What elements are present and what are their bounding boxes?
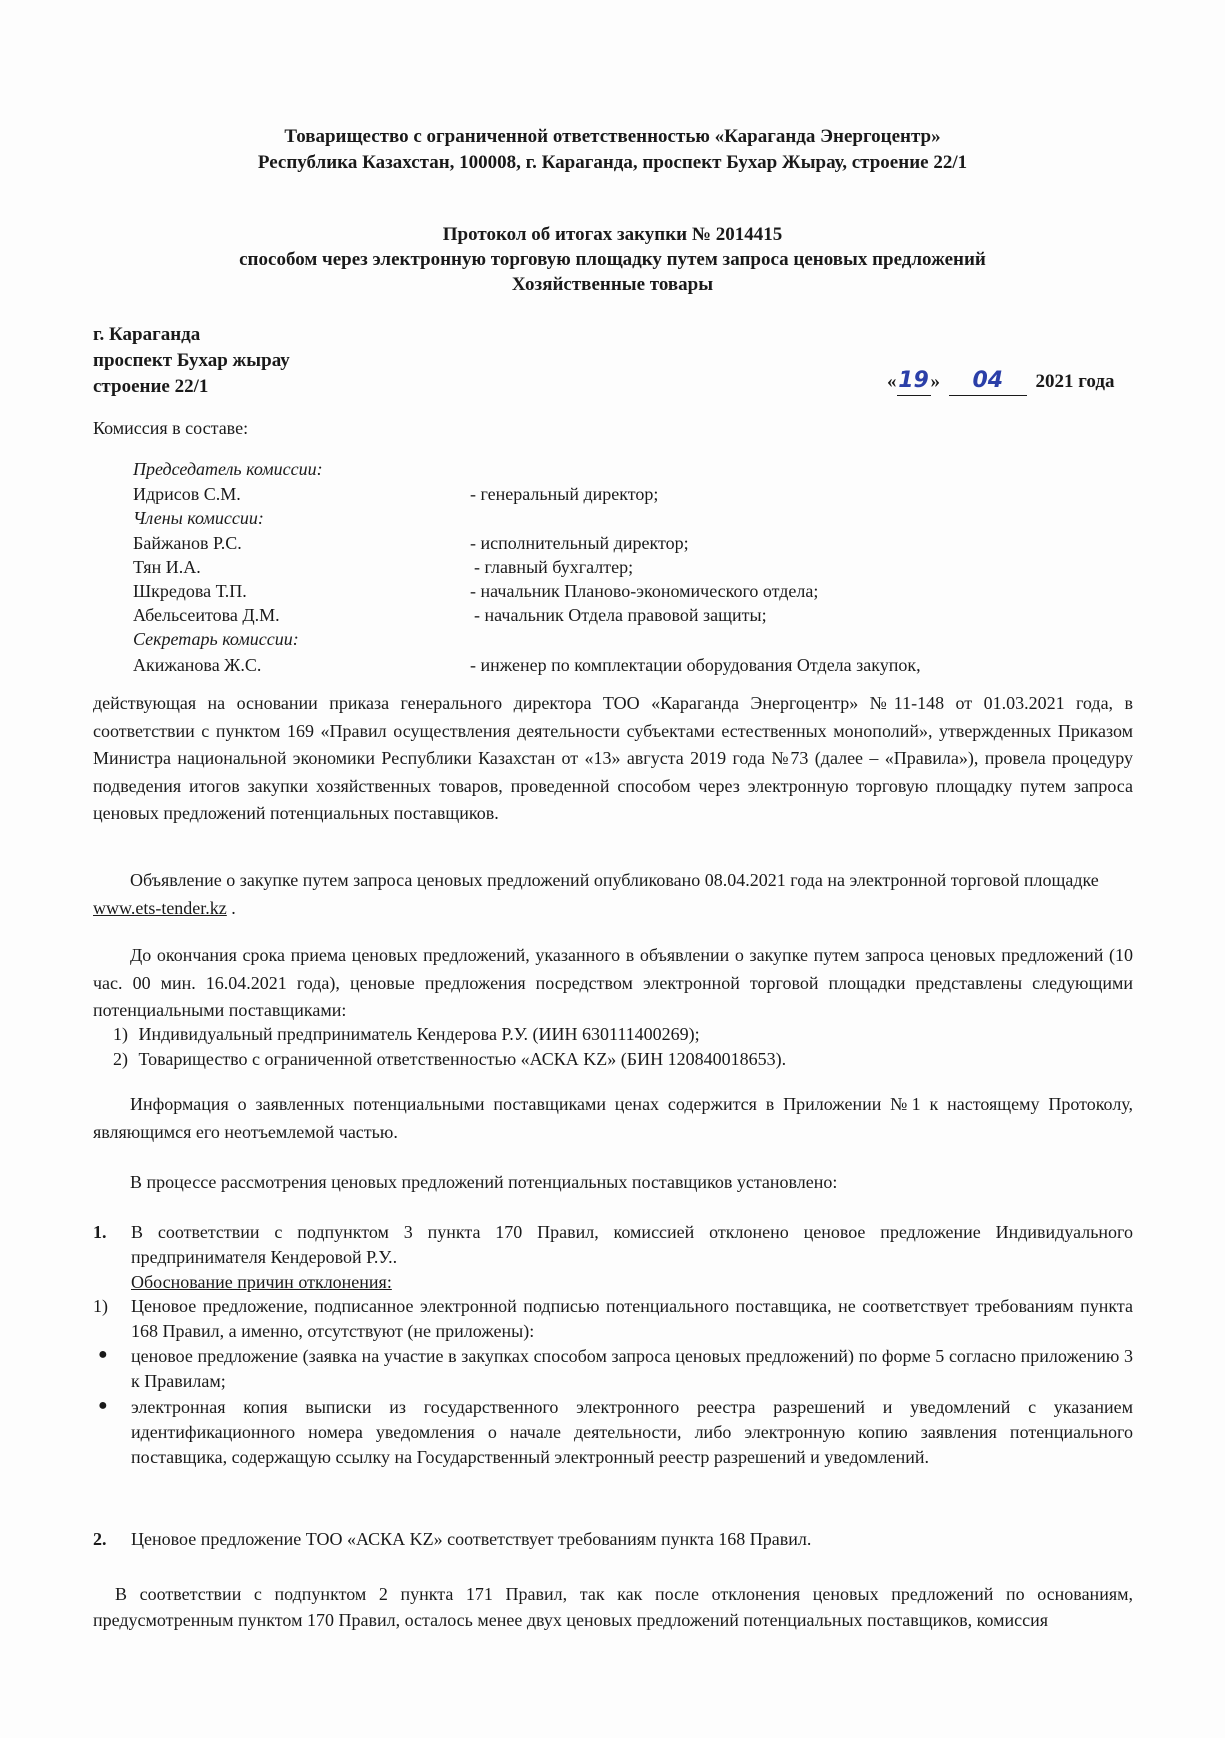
supplier-item: [113, 1047, 786, 1072]
paragraph-conclusion: В соответствии с подпунктом 2 пункта 171 Правил, так как после отклонения ценовых предложений по основаниям, предусмотренным пунктом 170 Правил, осталось менее двух ценовых предложений потенциальных поставщиков, комиссия: [93, 1584, 1133, 1630]
member-name: Акижанова Ж.С.: [133, 655, 262, 675]
member-name: Шкредова Т.П.: [133, 581, 247, 601]
member-name: Абельсеитова Д.М.: [133, 605, 280, 625]
location-street: проспект Бухар жырау: [93, 350, 290, 371]
date-day-handwritten: 19: [898, 368, 929, 393]
commission-row: [133, 603, 767, 627]
commission-row: [133, 482, 659, 506]
member-name: Идрисов С.М.: [133, 484, 241, 504]
supplier-text: Товарищество с ограниченной ответственностью «АСКА KZ» (БИН 120840018653).: [138, 1049, 787, 1069]
members-label: Члены комиссии:: [133, 508, 264, 528]
commission-row: [133, 653, 921, 677]
bullet-item: электронная копия выписки из государственного электронного реестра разрешений и уведомлений с указанием идентификационного номера уведомления о начале деятельности, либо электронную копию заявления потенциального поставщика, содержащую ссылку на Государственный электронный реестр разрешений и уведомлений.: [131, 1397, 1133, 1467]
item-2-number: 2.: [93, 1529, 107, 1549]
item-1-number: 1.: [93, 1222, 107, 1242]
protocol-title: Протокол об итогах закупки № 2014415: [442, 224, 783, 245]
paragraph-submissions: До окончания срока приема ценовых предложений, указанного в объявлении о закупке путем запроса ценовых предложений (10 час. 00 мин. 16.04.2021 года), ценовые предложения посредством электронной торговой площадки представлены следующими потенциальными поставщиками:: [93, 945, 1133, 1020]
supplier-number: 1): [113, 1024, 128, 1044]
location-city: г. Караганда: [93, 324, 201, 345]
protocol-date: [887, 368, 1114, 396]
bullet-icon: ●: [98, 1397, 108, 1414]
paragraph-price-info: Информация о заявленных потенциальными поставщиками ценах содержится в Приложении №1 к настоящему Протоколу, являющимся его неотъемлемой частью.: [93, 1094, 1133, 1142]
reason-1-text: Ценовое предложение, подписанное электронной подписью потенциального поставщика, не соответствует требованиям пункта 168 Правил, а именно, отсутствуют (не приложены):: [131, 1296, 1133, 1341]
supplier-text: Индивидуальный предприниматель Кендерова Р.У. (ИИН 630111400269);: [138, 1024, 700, 1044]
date-month-handwritten: 04: [972, 368, 1004, 393]
rejection-reason-label-text: Обоснование причин отклонения:: [131, 1272, 392, 1292]
item-1-text: В соответствии с подпунктом 3 пункта 170 Правил, комиссией отклонено ценовое предложение Индивидуального предпринимателя Кендеровой Р.У..: [131, 1222, 1133, 1267]
member-role: - начальник Планово-экономического отдела;: [470, 581, 819, 601]
announcement-end: .: [226, 898, 236, 918]
member-role: - исполнительный директор;: [470, 533, 689, 553]
commission-row: [133, 555, 634, 579]
paragraph-review: В процессе рассмотрения ценовых предложений потенциальных поставщиков установлено:: [130, 1172, 838, 1192]
company-name: Товарищество с ограниченной ответственностью «Караганда Энергоцентр»: [284, 126, 941, 147]
location-building: строение 22/1: [93, 376, 209, 397]
commission-intro: Комиссия в составе:: [93, 418, 249, 438]
announcement-text: Объявление о закупке путем запроса ценовых предложений опубликовано 08.04.2021 года на электронной торговой площадке: [130, 870, 1099, 890]
member-role: - начальник Отдела правовой защиты;: [474, 605, 767, 625]
member-name: Байжанов Р.С.: [133, 533, 242, 553]
member-name: Тян И.А.: [133, 557, 201, 577]
date-close-quote: »: [930, 371, 940, 392]
paragraph-basis: действующая на основании приказа генерального директора ТОО «Караганда Энергоцентр» №11-148 от 01.03.2021 года, в соответствии с пунктом 169 «Правил осуществления деятельности субъектами естественных монополий», утвержденных Приказом Министра национальной экономики Республики Казахстан от «13» августа 2019 года №73 (далее – «Правила»), провела процедуру подведения итогов закупки хозяйственных товаров, проведенной способом через электронную торговую площадку путем запроса ценовых предложений потенциальных поставщиков.: [93, 693, 1133, 823]
date-year: 2021 года: [1035, 371, 1115, 392]
reason-1-number: 1): [93, 1296, 108, 1316]
rejection-reason-label: [131, 1270, 392, 1295]
protocol-method: способом через электронную торговую площадку путем запроса ценовых предложений: [239, 249, 986, 270]
member-role: - инженер по комплектации оборудования Отдела закупок,: [470, 655, 921, 675]
date-open-quote: «: [887, 371, 897, 392]
chair-label: Председатель комиссии:: [133, 459, 323, 479]
supplier-item: [113, 1022, 700, 1047]
item-2-text: Ценовое предложение ТОО «АСКА KZ» соответствует требованиям пункта 168 Правил.: [131, 1529, 812, 1549]
company-address: Республика Казахстан, 100008, г. Караганда, проспект Бухар Жырау, строение 22/1: [257, 152, 968, 173]
member-role: - главный бухгалтер;: [474, 557, 634, 577]
ets-tender-link[interactable]: www.ets-tender.kz: [93, 898, 227, 918]
secretary-label: Секретарь комиссии:: [133, 629, 299, 649]
member-role: - генеральный директор;: [470, 484, 659, 504]
commission-row: [133, 579, 819, 603]
supplier-number: 2): [113, 1049, 128, 1069]
protocol-subject: Хозяйственные товары: [511, 274, 714, 295]
commission-row: [133, 531, 689, 555]
bullet-item: ценовое предложение (заявка на участие в закупках способом запроса ценовых предложений) по форме 5 согласно приложению 3 к Правилам;: [131, 1346, 1133, 1391]
paragraph-announcement: [93, 866, 1133, 922]
bullet-icon: ●: [98, 1346, 108, 1363]
